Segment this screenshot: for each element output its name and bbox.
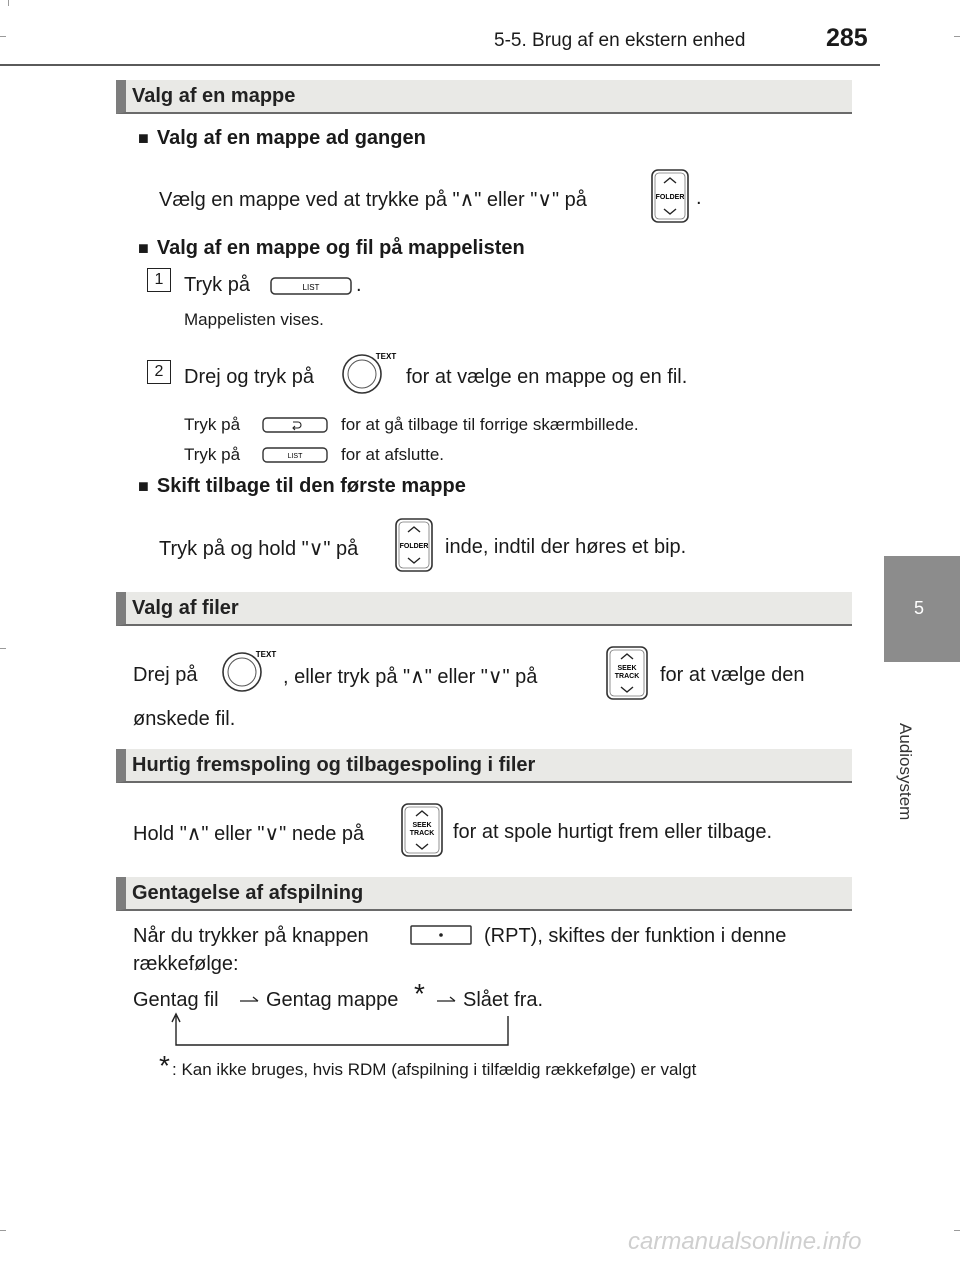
section-bar-select-folder [116,80,852,114]
instruction-text: Drej på [133,664,198,686]
arrow-right-icon [437,996,457,1006]
subheading-folder-list: ■ Valg af en mappe og fil på mappelisten [138,237,525,260]
crop-mark [954,1230,960,1231]
instruction-text: for at spole hurtigt frem eller tilbage. [453,821,773,843]
step-note: Mappelisten vises. [184,310,324,329]
text-label: TEXT [375,352,397,361]
instruction-text: Når du trykker på knappen [133,925,369,947]
sequence-item: Gentag mappe [266,989,399,1011]
crop-mark [0,648,6,649]
step-text-end: . [356,274,362,296]
seek-label: SEEK [412,822,432,829]
footnote-marker: * [159,1050,170,1081]
step-text: Tryk på [184,274,250,296]
list-button-icon [270,276,352,296]
watermark: carmanualsonline.info [628,1228,862,1255]
seek-track-rocker-icon [605,645,649,701]
instruction-text: Hold "∧" eller "∨" nede på [133,823,365,845]
text-label: TEXT [255,650,277,659]
instruction-text: (RPT), skiftes der funktion i denne [484,925,787,947]
tune-knob-icon [340,350,400,394]
footnote-marker: * [414,978,425,1009]
chapter-number: 5 [914,598,925,618]
folder-rocker-icon [394,517,434,573]
crop-mark [0,1230,6,1231]
instruction-text-end: . [696,187,702,209]
arrow-right-icon [240,996,260,1006]
list-label: LIST [287,453,303,460]
step-text: Drej og tryk på [184,366,315,388]
section-title: Gentagelse af afspilning [132,882,364,904]
step-text-end: for at vælge en mappe og en fil. [406,366,688,388]
section-title: Valg af filer [132,597,239,619]
list-button-icon [262,446,328,464]
folder-label: FOLDER [655,194,685,201]
section-bar-fast-forward [116,749,852,783]
instruction-text: ønskede fil. [133,708,236,730]
chapter-tab [884,556,960,662]
tune-knob-icon [220,648,280,692]
subheading-return-first-folder: ■ Skift tilbage til den første mappe [138,475,466,498]
instruction-text: for at vælge den [660,664,805,686]
crop-mark [8,0,9,6]
step-number: 2 [147,360,171,384]
chapter-title-vertical [880,720,920,860]
header-rule [0,64,880,66]
page-number: 285 [826,24,868,52]
note-text: Tryk på [184,445,241,464]
section-bar-select-files [116,592,852,626]
step-number: 1 [147,268,171,292]
subheading-one-at-a-time: ■ Valg af en mappe ad gangen [138,127,426,150]
section-title: Valg af en mappe [132,85,296,107]
rpt-button-icon [410,924,472,946]
track-label: TRACK [614,673,640,680]
seek-track-rocker-icon [400,802,444,858]
instruction-text: Vælg en mappe ved at trykke på "∧" eller "∨" på [159,189,587,211]
instruction-text: rækkefølge: [133,953,239,975]
crop-mark [0,36,6,37]
crop-mark [954,36,960,37]
instruction-text: Tryk på og hold "∨" på [159,538,359,560]
section-title: Hurtig fremspoling og tilbagespoling i filer [132,754,536,776]
chapter-title: Audiosystem [896,723,915,821]
section-bar-repeat [116,877,852,911]
folder-rocker-icon [650,168,690,224]
instruction-text-end: inde, indtil der høres et bip. [445,536,687,558]
track-label: TRACK [409,830,435,837]
instruction-text: , eller tryk på "∧" eller "∨" på [283,666,538,688]
note-text: for at afslutte. [341,445,444,464]
sequence-item: Gentag fil [133,989,219,1011]
loop-back-arrow-icon [168,1012,514,1048]
return-arrow-icon [262,416,328,434]
note-text: for at gå tilbage til forrige skærmbillede. [341,415,639,434]
sequence-item: Slået fra. [463,989,544,1011]
folder-label: FOLDER [399,543,429,550]
section-header: 5-5. Brug af en ekstern enhed [494,30,746,51]
seek-label: SEEK [617,665,637,672]
footnote-text: : Kan ikke bruges, hvis RDM (afspilning i tilfældig rækkefølge) er valgt [172,1060,697,1079]
note-text: Tryk på [184,415,241,434]
list-label: LIST [302,283,320,292]
